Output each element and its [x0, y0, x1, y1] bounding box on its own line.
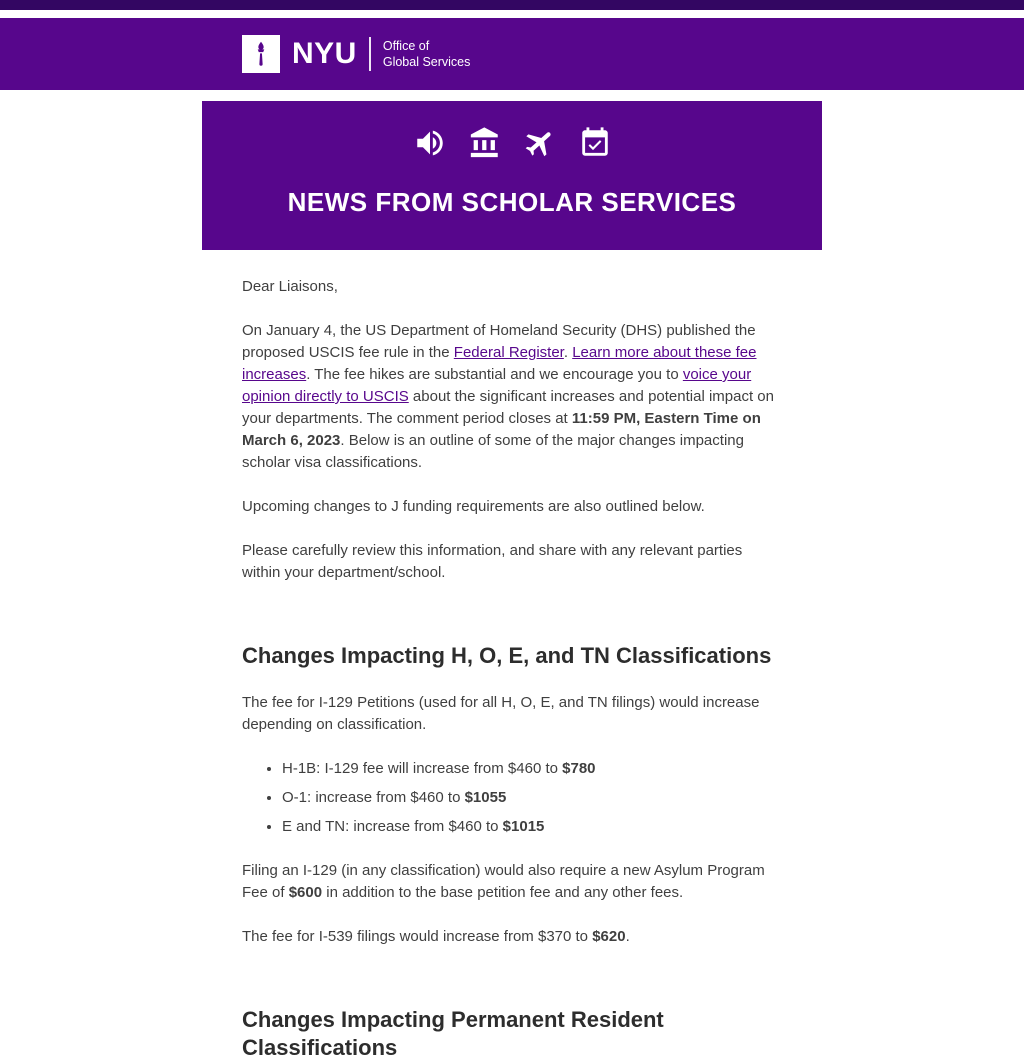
- fee-amount: $1055: [464, 789, 507, 806]
- section-heading-hoetn: Changes Impacting H, O, E, and TN Classifications: [242, 643, 772, 668]
- fee-bullet-list: [242, 758, 782, 838]
- salutation: Dear Liaisons,: [242, 278, 338, 295]
- text-segment: . The fee hikes are substantial and we encourage you to: [306, 366, 683, 383]
- text-segment: Filing an I-129 (in any classification) would also require a new Asylum Program Fee of: [242, 862, 765, 901]
- banner-title: NEWS FROM SCHOLAR SERVICES: [287, 187, 737, 217]
- brand-lockup: [242, 35, 470, 73]
- intro-paragraph: [242, 320, 782, 474]
- list-item: [282, 787, 782, 809]
- text-segment: The fee for I-539 filings would increase from $370 to: [242, 928, 593, 945]
- speaker-icon: [412, 125, 448, 161]
- bank-icon: [467, 125, 503, 161]
- header-bar: [0, 18, 1024, 90]
- email-container: [202, 101, 822, 1062]
- calendar-check-icon: [577, 125, 613, 161]
- fee-amount: $600: [288, 884, 323, 901]
- top-strip: [0, 0, 1024, 10]
- nyu-torch-logo: [242, 35, 280, 73]
- j-funding-paragraph: Upcoming changes to J funding requirements are also outlined below.: [242, 498, 705, 515]
- office-line1: Office of: [382, 38, 430, 53]
- section-heading-permanent-resident: Changes Impacting Permanent Resident Classifications: [242, 1007, 664, 1060]
- fee-increases-link[interactable]: Learn more about these fee increases: [242, 344, 757, 383]
- fee-amount: $620: [592, 928, 626, 945]
- office-line2: Global Services: [382, 55, 471, 69]
- asylum-fee-paragraph: [242, 860, 782, 904]
- text-segment: On January 4, the US Department of Homeland Security (DHS) published the proposed USCIS fee rule in the: [242, 322, 756, 361]
- text-segment: E and TN: increase from $460 to: [282, 818, 503, 835]
- text-segment: .: [625, 928, 630, 945]
- plane-icon: [522, 125, 558, 161]
- brand-name: NYU: [292, 37, 357, 70]
- list-item: [282, 758, 782, 780]
- federal-register-link[interactable]: Federal Register: [453, 344, 564, 361]
- voice-opinion-link[interactable]: voice your opinion directly to USCIS: [242, 366, 752, 405]
- i129-intro-paragraph: The fee for I-129 Petitions (used for all H, O, E, and TN filings) would increase depending on classification.: [242, 694, 760, 733]
- news-banner: [202, 101, 822, 250]
- fee-amount: $780: [562, 760, 596, 777]
- text-segment: .: [563, 344, 573, 361]
- brand-divider: [369, 37, 371, 71]
- torch-icon: [247, 40, 275, 68]
- text-segment: O-1: increase from $460 to: [282, 789, 465, 806]
- text-segment: . Below is an outline of some of the major changes impacting scholar visa classifications.: [242, 432, 744, 471]
- banner-icon-row: [222, 125, 802, 161]
- i539-paragraph: [242, 926, 782, 948]
- deadline-text: 11:59 PM, Eastern Time on March 6, 2023: [242, 410, 761, 449]
- text-segment: H-1B: I-129 fee will increase from $460 to: [282, 760, 563, 777]
- review-paragraph: Please carefully review this information, and share with any relevant parties within your department/school.: [242, 542, 743, 581]
- fee-amount: $1015: [502, 818, 545, 835]
- list-item: [282, 816, 782, 838]
- email-content: [202, 276, 822, 1062]
- office-name: [383, 38, 471, 71]
- text-segment: about the significant increases and potential impact on your departments. The comment period closes at: [242, 388, 774, 427]
- text-segment: in addition to the base petition fee and any other fees.: [322, 884, 684, 901]
